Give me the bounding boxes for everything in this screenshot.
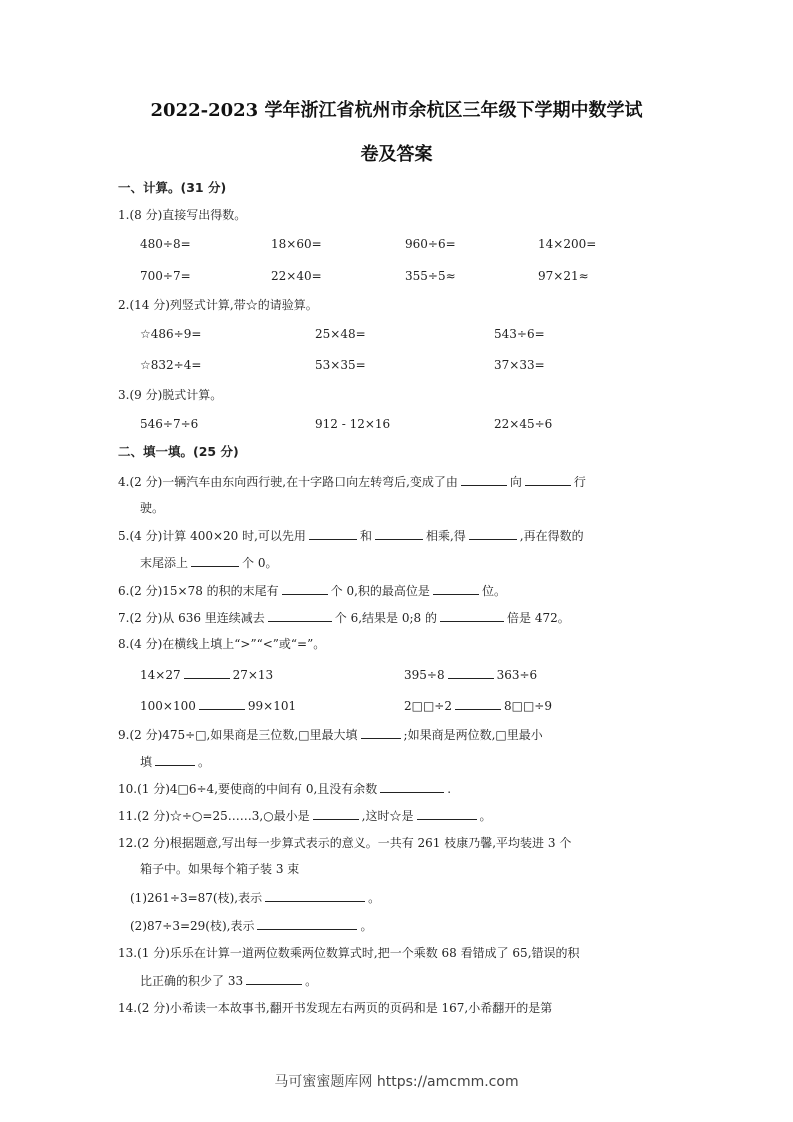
compare-item: 14×27 27×13 [140, 668, 274, 682]
answer-blank[interactable] [282, 582, 328, 595]
answer-blank[interactable] [268, 609, 332, 622]
question-5-cont: 末尾添上 个 0。 [140, 556, 278, 570]
question-12-cont: 箱子中。如果每个箱子装 3 束 [140, 862, 300, 876]
q3-item: 546÷7÷6 [140, 417, 199, 431]
page-title-line-1: 2022-2023 学年浙江省杭州市余杭区三年级下学期中数学试 [150, 100, 643, 121]
answer-blank[interactable] [265, 889, 365, 902]
q2-item: 543÷6= [494, 327, 545, 341]
question-4: 4.(2 分)一辆汽车由东向西行驶,在十字路口向左转弯后,变成了由 向 行 [118, 475, 586, 489]
question-13-cont: 比正确的积少了 33 。 [140, 974, 318, 988]
q1-item: 14×200= [538, 237, 597, 251]
question-9-cont: 填 。 [140, 755, 211, 769]
q2-item: 25×48= [315, 327, 366, 341]
q2-item: 53×35= [315, 358, 366, 372]
answer-blank[interactable] [313, 807, 359, 820]
answer-blank[interactable] [184, 666, 230, 679]
compare-item: 2□□÷2 8□□÷9 [404, 699, 552, 713]
question-3-label: 3.(9 分)脱式计算。 [118, 388, 223, 402]
question-2-label: 2.(14 分)列竖式计算,带☆的请验算。 [118, 298, 318, 312]
answer-blank[interactable] [461, 473, 507, 486]
answer-blank[interactable] [448, 666, 494, 679]
question-13: 13.(1 分)乐乐在计算一道两位数乘两位数算式时,把一个乘数 68 看错成了 65,错误的积 [118, 946, 580, 960]
question-10: 10.(1 分)4□6÷4,要使商的中间有 0,且没有余数 . [118, 782, 452, 796]
question-1-label: 1.(8 分)直接写出得数。 [118, 208, 247, 222]
compare-item: 100×100 99×101 [140, 699, 297, 713]
section-heading-fill: 二、填一填。(25 分) [118, 444, 239, 459]
question-5: 5.(4 分)计算 400×20 时,可以先用 和 相乘,得 ,再在得数的 [118, 529, 584, 543]
answer-blank[interactable] [155, 753, 195, 766]
q1-item: 960÷6= [405, 237, 456, 251]
answer-blank[interactable] [199, 697, 245, 710]
answer-blank[interactable] [361, 726, 401, 739]
q2-item: ☆832÷4= [140, 358, 202, 372]
answer-blank[interactable] [455, 697, 501, 710]
question-9: 9.(2 分)475÷□,如果商是三位数,□里最大填 ;如果商是两位数,□里最小 [118, 728, 543, 742]
answer-blank[interactable] [257, 917, 357, 930]
answer-blank[interactable] [433, 582, 479, 595]
answer-blank[interactable] [417, 807, 477, 820]
question-6: 6.(2 分)15×78 的积的末尾有 个 0,积的最高位是 位。 [118, 584, 506, 598]
answer-blank[interactable] [246, 972, 302, 985]
footer-watermark: 马可蜜蜜题库网 https://amcmm.com [274, 1074, 519, 1090]
question-4-cont: 驶。 [140, 501, 165, 515]
question-12-sub-2: (2)87÷3=29(枝),表示 。 [130, 919, 373, 933]
question-14: 14.(2 分)小希读一本故事书,翻开书发现左右两页的页码和是 167,小希翻开的是第 [118, 1001, 553, 1015]
q1-item: 22×40= [271, 269, 322, 283]
section-heading-calc: 一、计算。(31 分) [118, 180, 227, 195]
page-title-line-2: 卷及答案 [360, 144, 433, 165]
q2-item: ☆486÷9= [140, 327, 202, 341]
question-12: 12.(2 分)根据题意,写出每一步算式表示的意义。一共有 261 枝康乃馨,平均装进 3 个 [118, 836, 572, 850]
answer-blank[interactable] [375, 527, 423, 540]
question-8-label: 8.(4 分)在横线上填上“>”“<”或“=”。 [118, 637, 326, 651]
answer-blank[interactable] [309, 527, 357, 540]
q2-item: 37×33= [494, 358, 545, 372]
q1-item: 355÷5≈ [405, 269, 456, 283]
question-7: 7.(2 分)从 636 里连续减去 个 6,结果是 0;8 的 倍是 472。 [118, 611, 570, 625]
compare-item: 395÷8 363÷6 [404, 668, 538, 682]
answer-blank[interactable] [525, 473, 571, 486]
answer-blank[interactable] [191, 554, 239, 567]
q1-item: 480÷8= [140, 237, 191, 251]
q1-item: 700÷7= [140, 269, 191, 283]
answer-blank[interactable] [380, 780, 444, 793]
q3-item: 912 - 12×16 [315, 417, 391, 431]
answer-blank[interactable] [469, 527, 517, 540]
q1-item: 18×60= [271, 237, 322, 251]
question-11: 11.(2 分)☆÷○=25……3,○最小是 ,这时☆是 。 [118, 809, 492, 823]
question-12-sub-1: (1)261÷3=87(枝),表示 。 [130, 891, 381, 905]
q1-item: 97×21≈ [538, 269, 589, 283]
answer-blank[interactable] [440, 609, 504, 622]
q3-item: 22×45÷6 [494, 417, 553, 431]
